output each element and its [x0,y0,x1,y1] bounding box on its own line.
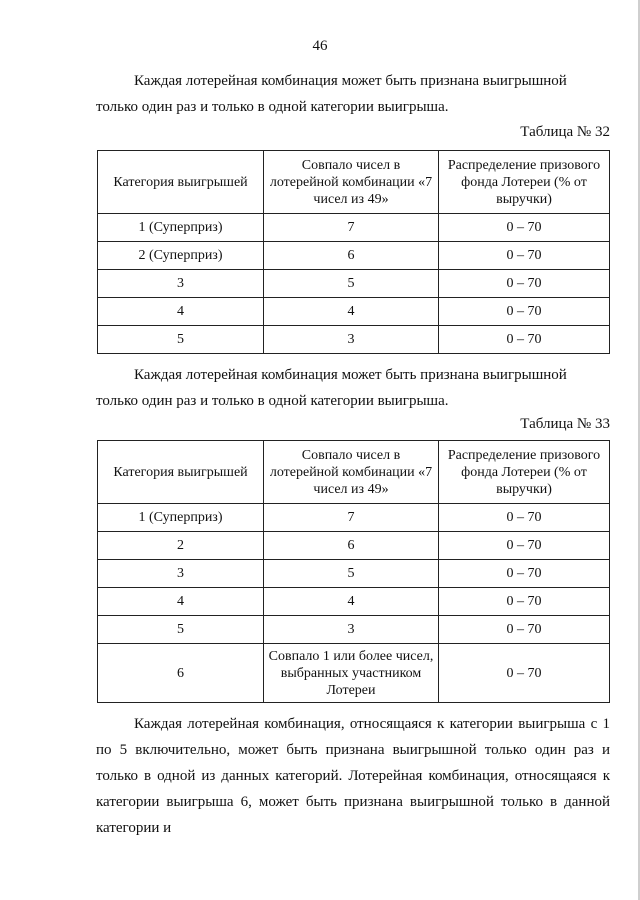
cell-category: 1 (Суперприз) [98,214,264,242]
cell-matched: 4 [264,298,439,326]
cell-distribution: 0 – 70 [439,298,610,326]
cell-category: 2 [98,532,264,560]
paragraph-3-text: Каждая лотерейная комбинация, относящаяся к категории выигрыша с 1 по 5 включительно, может быть признана выигрышной только один раз и только в одной из данных категорий. Лотерейная комбинация, относящаяся к категории выигрыша 6, может быть признана выигрышной только в данной категории и [96,716,610,836]
cell-matched: 6 [264,532,439,560]
table-33 [97,440,610,703]
table-33-caption: Таблица № 33 [520,416,610,432]
cell-category: 4 [98,588,264,616]
cell-category: 2 (Суперприз) [98,242,264,270]
cell-category: 3 [98,560,264,588]
table-row [98,242,610,270]
table-32 [97,150,610,354]
cell-matched: 3 [264,616,439,644]
cell-category: 4 [98,298,264,326]
paragraph-2-text: Каждая лотерейная комбинация может быть признана выигрышной только один раз и только в одной категории выигрыша. [96,367,567,409]
cell-category: 1 (Суперприз) [98,504,264,532]
header-distribution: Распределение призового фонда Лотереи (% от выручки) [439,441,610,504]
table-header-row [98,441,610,504]
table-row [98,532,610,560]
cell-matched: 3 [264,326,439,354]
paragraph-1 [96,68,610,120]
cell-matched: Совпало 1 или более чисел, выбранных участником Лотереи [264,644,439,703]
table-row [98,504,610,532]
paragraph-2 [96,362,610,414]
header-category: Категория выигрышей [98,151,264,214]
cell-distribution: 0 – 70 [439,214,610,242]
table-row [98,588,610,616]
table-row [98,298,610,326]
table-row [98,560,610,588]
cell-category: 3 [98,270,264,298]
cell-distribution: 0 – 70 [439,242,610,270]
cell-distribution: 0 – 70 [439,270,610,298]
cell-matched: 6 [264,242,439,270]
cell-matched: 5 [264,560,439,588]
cell-matched: 5 [264,270,439,298]
cell-distribution: 0 – 70 [439,616,610,644]
table-row [98,214,610,242]
cell-distribution: 0 – 70 [439,504,610,532]
cell-distribution: 0 – 70 [439,588,610,616]
table-row [98,270,610,298]
paragraph-3 [96,711,610,841]
cell-distribution: 0 – 70 [439,560,610,588]
page-number: 46 [312,38,328,54]
header-matched: Совпало чисел в лотерейной комбинации «7 чисел из 49» [264,441,439,504]
cell-category: 5 [98,326,264,354]
cell-category: 6 [98,644,264,703]
cell-matched: 7 [264,214,439,242]
table-row [98,326,610,354]
header-distribution: Распределение призового фонда Лотереи (% от выручки) [439,151,610,214]
table-row [98,616,610,644]
table-row [98,644,610,703]
cell-category: 5 [98,616,264,644]
table-header-row [98,151,610,214]
cell-distribution: 0 – 70 [439,532,610,560]
paragraph-1-text: Каждая лотерейная комбинация может быть признана выигрышной только один раз и только в одной категории выигрыша. [96,73,567,115]
table-32-caption: Таблица № 32 [520,124,610,140]
cell-distribution: 0 – 70 [439,326,610,354]
header-category: Категория выигрышей [98,441,264,504]
cell-matched: 4 [264,588,439,616]
header-matched: Совпало чисел в лотерейной комбинации «7 чисел из 49» [264,151,439,214]
cell-distribution: 0 – 70 [439,644,610,703]
cell-matched: 7 [264,504,439,532]
